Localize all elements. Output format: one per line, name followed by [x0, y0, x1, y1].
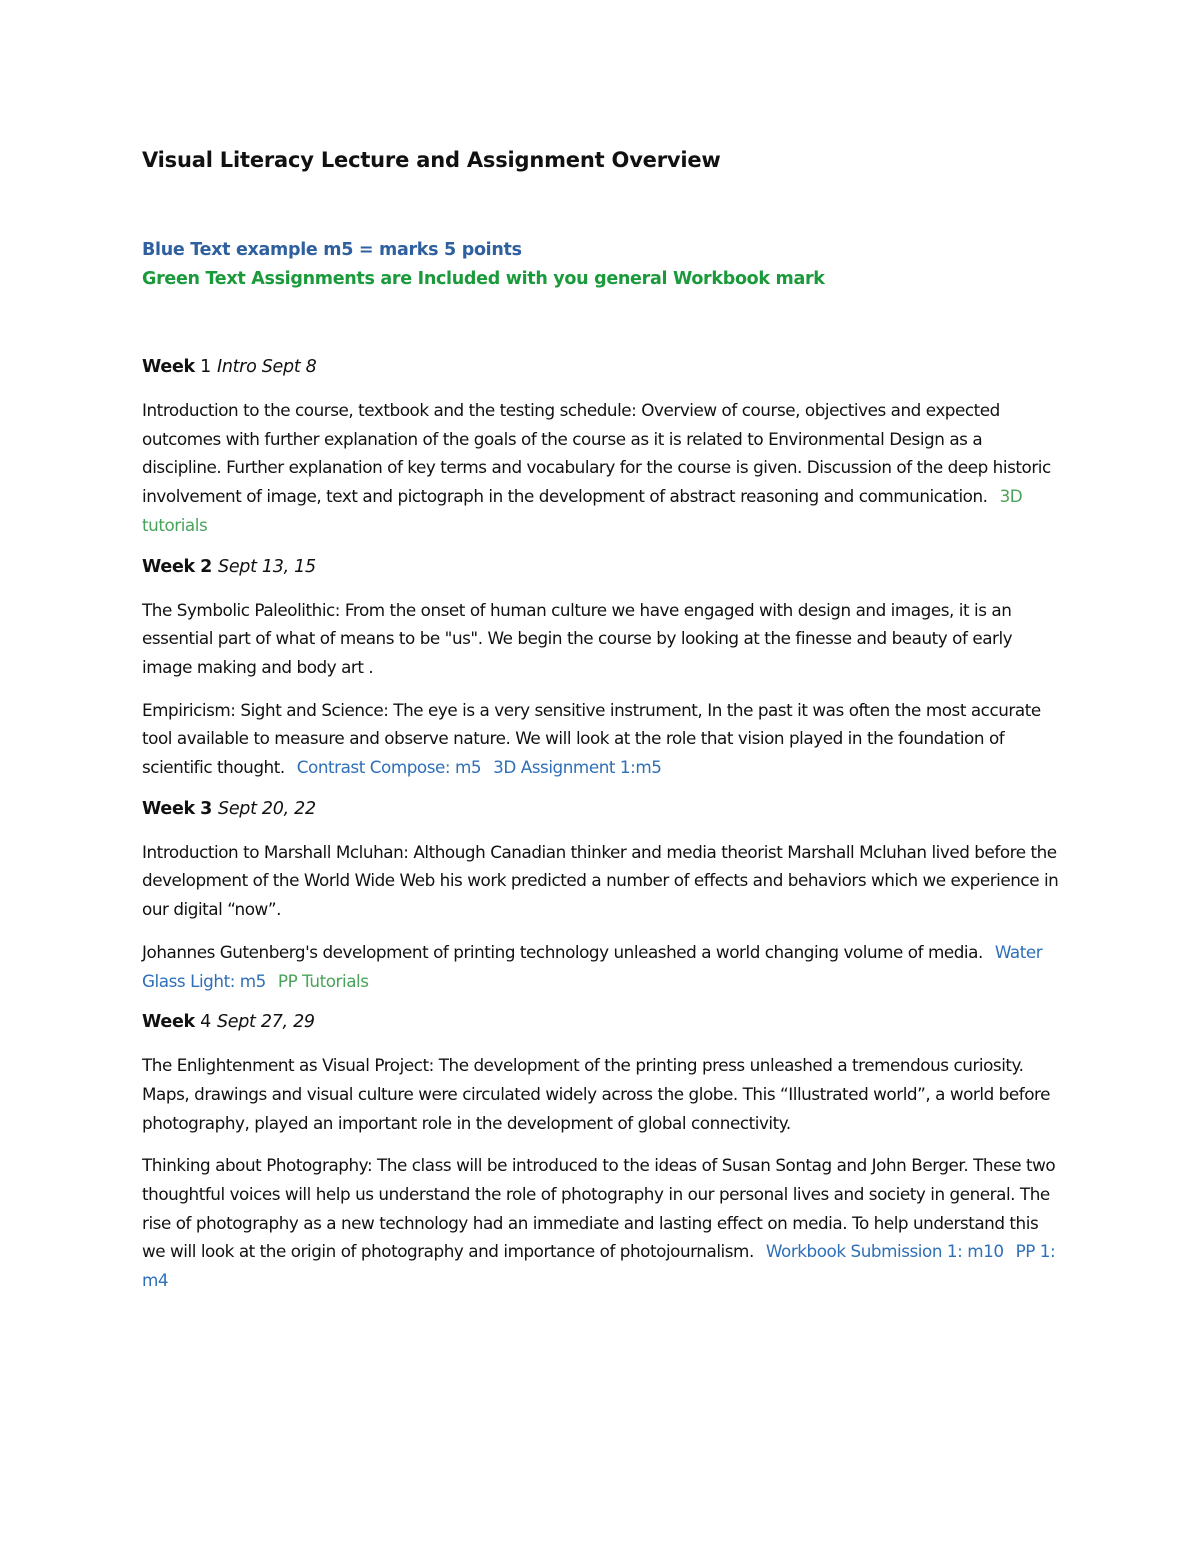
week-date: Sept 13, 15 — [218, 556, 316, 577]
paragraph-text: Empiricism: Sight and Science: The eye is a very sensitive instrument, In the past it was often the most accurate tool available to measure and observe nature. We will look at the role that vision played in the foundation of scientific thought. — [142, 699, 1041, 778]
week-label: Week — [142, 556, 195, 577]
document-body — [142, 144, 1062, 1309]
week-label: Week — [142, 798, 195, 819]
marking-legend — [142, 236, 1062, 294]
lecture-paragraph — [142, 1051, 1062, 1137]
paragraph-text: The Symbolic Paleolithic: From the onset of human culture we have engaged with design and images, it is an essential part of what of means to be "us". We begin the course by looking at the finesse and beauty of early image making and body art . — [142, 599, 1013, 677]
lecture-paragraph — [142, 596, 1062, 682]
graded-assignment-tag: Workbook Submission 1: m10 — [765, 1241, 1004, 1262]
lecture-paragraph — [142, 396, 1062, 540]
week-date: Sept 20, 22 — [218, 798, 316, 819]
document-title: Visual Literacy Lecture and Assignment Overview — [142, 148, 721, 172]
week-number: 4 — [200, 1012, 211, 1033]
week-heading — [142, 1009, 1062, 1035]
lecture-paragraph — [142, 938, 1062, 995]
paragraph-text: Johannes Gutenberg's development of printing technology unleashed a world changing volume of media. — [142, 941, 983, 962]
workbook-assignment-tag: 3D tutorials — [142, 486, 1023, 535]
week-date: Sept 27, 29 — [216, 1012, 315, 1033]
week-number: 3 — [200, 798, 213, 819]
paragraph-text: The Enlightenment as Visual Project: The development of the printing press unleashed a tremendous curiosity. Maps, drawings and visual culture were circulated widely across the globe. This “Illustrated world”, a world before photography, played an important role in the development of global connectivity. — [142, 1055, 1050, 1133]
graded-assignment-tag: Water Glass Light: m5 — [142, 941, 1043, 991]
lecture-paragraph — [142, 1151, 1062, 1295]
week-heading — [142, 796, 1062, 822]
paragraph-text: Introduction to the course, textbook and the testing schedule: Overview of course, objectives and expected outcomes with further explanation of the goals of the course as it is related to Environmental Design as a discipline. Further explanation of key terms and vocabulary for the course is given. Discussion of the deep historic involvement of image, text and pictograph in the development of abstract reasoning and communication. — [142, 400, 1051, 507]
graded-assignment-tag: Contrast Compose: m5 — [296, 757, 482, 778]
paragraph-text: Thinking about Photography: The class will be introduced to the ideas of Susan Sontag and John Berger. These two thoughtful voices will help us understand the role of photography in our personal lives and society in general. The rise of photography as a new technology had an immediate and lasting effect on media. To help understand this we will look at the origin of photography and importance of photojournalism. — [142, 1155, 1056, 1262]
lecture-paragraph — [142, 838, 1062, 924]
workbook-assignment-tag: PP Tutorials — [277, 970, 369, 991]
week-heading — [142, 554, 1062, 580]
green-legend-line: Green Text Assignments are Included with you general Workbook mark — [142, 269, 825, 289]
week-number: 2 — [200, 556, 213, 577]
blue-legend-line: Blue Text example m5 = marks 5 points — [142, 240, 522, 260]
graded-assignment-tag: PP 1: m4 — [142, 1241, 1056, 1291]
paragraph-text: Introduction to Marshall Mcluhan: Although Canadian thinker and media theorist Marshall Mcluhan lived before the development of the World Wide Web his work predicted a number of effects and behaviors which we experience in our digital “now”. — [142, 841, 1059, 920]
weekly-schedule — [142, 354, 1062, 1295]
week-date: Intro Sept 8 — [216, 357, 317, 377]
graded-assignment-tag: 3D Assignment 1:m5 — [493, 757, 662, 778]
week-heading — [142, 354, 1062, 380]
week-label: Week — [142, 1012, 195, 1033]
week-label: Week — [142, 357, 195, 377]
lecture-paragraph — [142, 696, 1062, 782]
week-number: 1 — [200, 357, 211, 377]
